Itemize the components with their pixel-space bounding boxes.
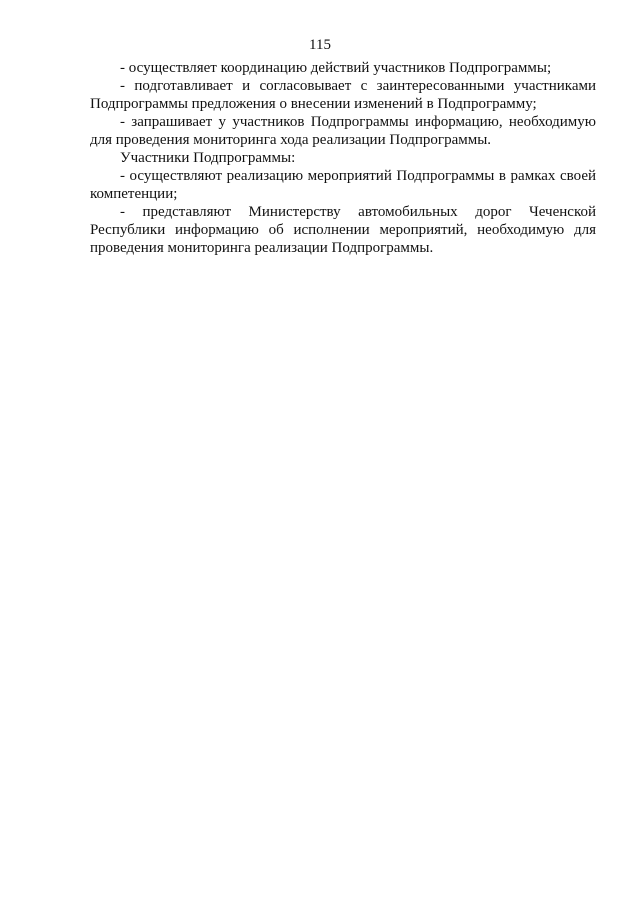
paragraph-information-request: - запрашивает у участников Подпрограммы информацию, необходимую для проведения мониторинга хода реализации Подпрограммы. [90, 114, 596, 148]
paragraph-proposals: - подготавливает и согласовывает с заинтересованными участниками Подпрограммы предложения о внесении изменений в Подпрограмму; [90, 78, 596, 112]
paragraph-reporting: - представляют Министерству автомобильных дорог Чеченской Республики информацию об исполнении мероприятий, необходимую для проведения мониторинга реализации Подпрограммы. [90, 204, 596, 256]
page-number: 115 [309, 37, 331, 53]
paragraph-participants-heading: Участники Подпрограммы: [120, 150, 296, 166]
paragraph-coordination: - осуществляет координацию действий участников Подпрограммы; [120, 60, 552, 76]
document-body [90, 59, 596, 257]
paragraph-implementation: - осуществляют реализацию мероприятий Подпрограммы в рамках своей компетенции; [90, 168, 596, 202]
